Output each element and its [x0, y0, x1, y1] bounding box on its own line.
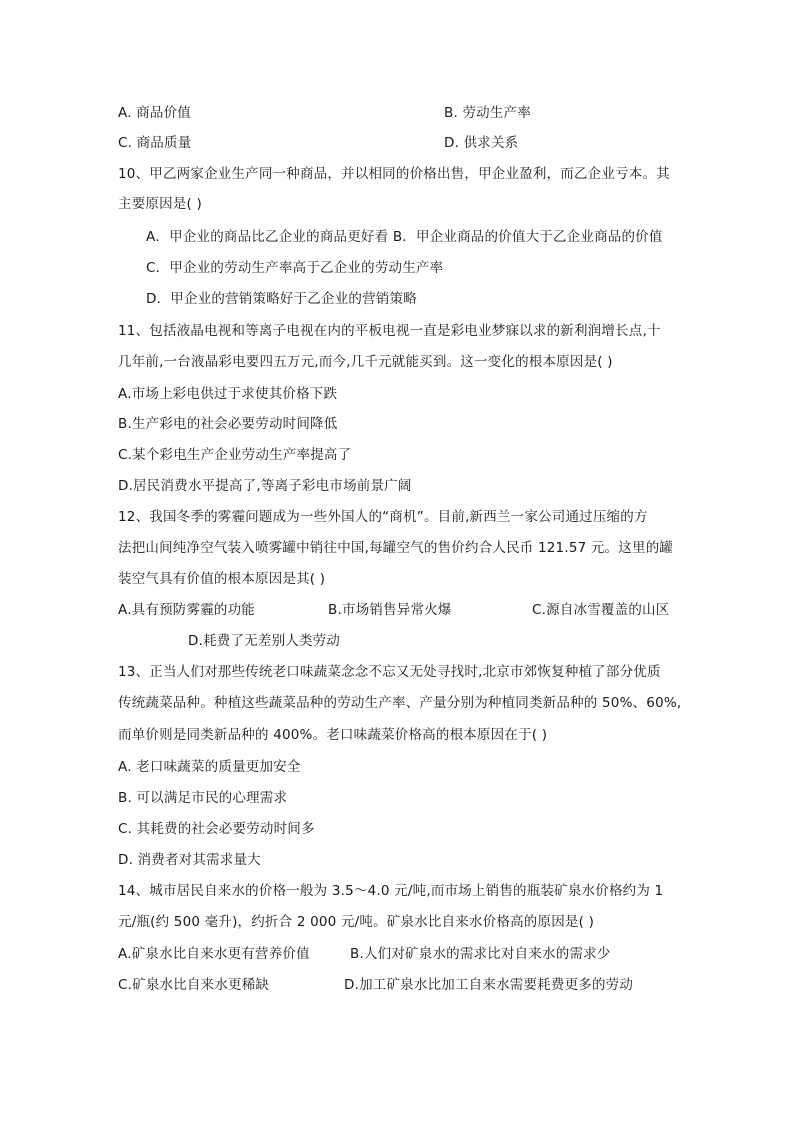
- q14-option-b: B.人们对矿泉水的需求比对自来水的需求少: [350, 946, 611, 962]
- q12-stem-line3: 装空气具有价值的根本原因是其( ): [118, 571, 326, 587]
- q9-option-a: A. 商品价值: [118, 105, 191, 121]
- q9-option-d: D. 供求关系: [444, 135, 519, 151]
- q13-option-b: B. 可以满足市民的心理需求: [118, 790, 288, 806]
- q14-option-d: D.加工矿泉水比加工自来水需要耗费更多的劳动: [344, 977, 634, 993]
- q9-option-c: C. 商品质量: [118, 135, 192, 151]
- q12-option-c: C.源自冰雪覆盖的山区: [532, 602, 670, 618]
- q11-stem-line1: 11、包括液晶电视和等离子电视在内的平板电视一直是彩电业梦寐以求的新利润增长点,十: [118, 323, 661, 339]
- q10-stem-line2: 主要原因是( ): [118, 196, 202, 212]
- q14-option-c: C.矿泉水比自来水更稀缺: [118, 977, 270, 993]
- q11-option-c: C.某个彩电生产企业劳动生产率提高了: [118, 447, 352, 463]
- q13-stem-line2: 传统蔬菜品种。种植这些蔬菜品种的劳动生产率、产量分别为种植同类新品种的 50%、60%,: [118, 695, 682, 711]
- q11-option-b: B.生产彩电的社会必要劳动时间降低: [118, 416, 338, 432]
- q10-stem-line1: 10、甲乙两家企业生产同一种商品，并以相同的价格出售，甲企业盈利，而乙企业亏本。其: [118, 166, 670, 182]
- q14-stem-line2: 元/瓶(约 500 毫升)，约折合 2 000 元/吨。矿泉水比自来水价格高的原因是( ): [118, 914, 595, 930]
- q13-option-d: D. 消费者对其需求量大: [118, 852, 261, 868]
- q10-option-ab: A．甲企业的商品比乙企业的商品更好看 B．甲企业商品的价值大于乙企业商品的价值: [146, 229, 663, 245]
- q10-option-d: D．甲企业的营销策略好于乙企业的营销策略: [146, 291, 417, 307]
- q12-stem-line1: 12、我国冬季的雾霾问题成为一些外国人的“商机”。目前,新西兰一家公司通过压缩的方: [118, 509, 648, 525]
- q13-stem-line3: 而单价则是同类新品种的 400%。老口味蔬菜价格高的根本原因在于( ): [118, 727, 548, 743]
- q9-option-b: B. 劳动生产率: [444, 105, 531, 121]
- q11-option-a: A.市场上彩电供过于求使其价格下跌: [118, 386, 338, 402]
- q12-stem-line2: 法把山间纯净空气装入喷雾罐中销往中国,每罐空气的售价约合人民币 121.57 元。这里的罐: [118, 540, 674, 556]
- q11-option-d: D.居民消费水平提高了,等离子彩电市场前景广阔: [118, 478, 412, 494]
- q14-stem-line1: 14、城市居民自来水的价格一般为 3.5～4.0 元/吨,而市场上销售的瓶装矿泉水价格约为 1: [118, 883, 664, 899]
- q14-option-a: A.矿泉水比自来水更有营养价值: [118, 946, 310, 962]
- q12-option-a: A.具有预防雾霾的功能: [118, 602, 255, 618]
- q13-stem-line1: 13、正当人们对那些传统老口味蔬菜念念不忘又无处寻找时,北京市郊恢复种植了部分优质: [118, 664, 661, 680]
- q12-option-b: B.市场销售异常火爆: [328, 602, 452, 618]
- q13-option-c: C. 其耗费的社会必要劳动时间多: [118, 821, 315, 837]
- q13-option-a: A. 老口味蔬菜的质量更加安全: [118, 759, 301, 775]
- q12-option-d: D.耗费了无差别人类劳动: [188, 633, 341, 649]
- q10-option-c: C．甲企业的劳动生产率高于乙企业的劳动生产率: [146, 260, 444, 276]
- q11-stem-line2: 几年前,一台液晶彩电要四五万元,而今,几千元就能买到。这一变化的根本原因是( ): [118, 354, 613, 370]
